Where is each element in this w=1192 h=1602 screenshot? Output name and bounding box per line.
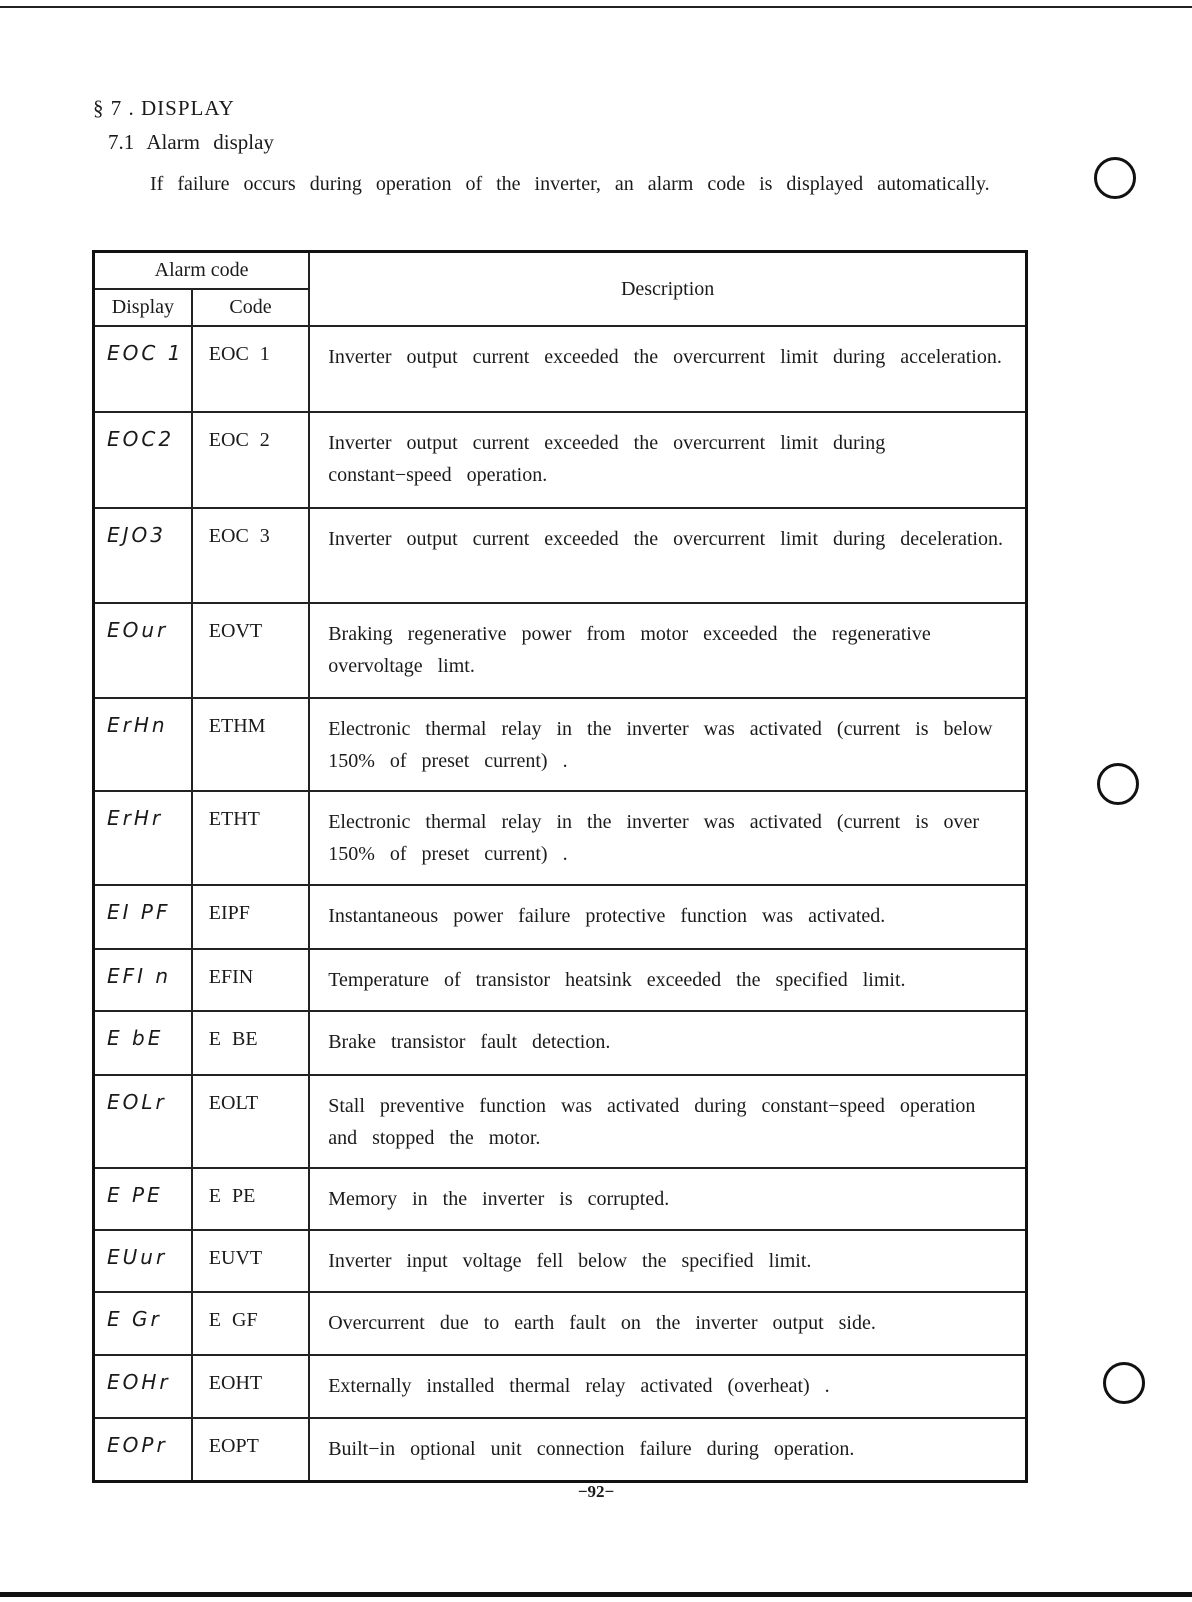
table-row	[94, 1230, 1027, 1292]
alarm-code-cell: EOC 2	[192, 412, 309, 508]
alarm-description-cell: Memory in the inverter is corrupted.	[309, 1168, 1026, 1230]
alarm-description-cell: Stall preventive function was activated during constant−speed operation and stopped the motor.	[309, 1075, 1026, 1168]
alarm-table	[92, 250, 1028, 1483]
table-row	[94, 949, 1027, 1011]
header-code: Code	[192, 289, 309, 326]
alarm-description-cell: Externally installed thermal relay activated (overheat) .	[309, 1355, 1026, 1418]
alarm-code-cell: E BE	[192, 1011, 309, 1075]
alarm-code-cell: EOVT	[192, 603, 309, 698]
alarm-display-cell: EOC 1	[94, 326, 192, 412]
alarm-display-cell: EOHr	[94, 1355, 192, 1418]
page-number: −92−	[577, 1482, 615, 1501]
alarm-description-cell: Brake transistor fault detection.	[309, 1011, 1026, 1075]
alarm-description-cell: Built−in optional unit connection failure during operation.	[309, 1418, 1026, 1481]
alarm-code-cell: EFIN	[192, 949, 309, 1011]
header-display: Display	[94, 289, 192, 326]
alarm-description-cell: Instantaneous power failure protective function was activated.	[309, 885, 1026, 949]
alarm-display-cell: EOur	[94, 603, 192, 698]
alarm-display-cell: ErHn	[94, 698, 192, 791]
alarm-description-cell: Inverter output current exceeded the overcurrent limit during acceleration.	[309, 326, 1026, 412]
alarm-code-cell: EUVT	[192, 1230, 309, 1292]
table-row	[94, 1355, 1027, 1418]
alarm-display-cell: EFI n	[94, 949, 192, 1011]
alarm-code-cell: E GF	[192, 1292, 309, 1355]
alarm-code-cell: EOLT	[192, 1075, 309, 1168]
alarm-code-cell: EOC 3	[192, 508, 309, 603]
alarm-description-cell: Inverter input voltage fell below the specified limit.	[309, 1230, 1026, 1292]
punch-hole-icon	[1094, 157, 1136, 199]
header-alarm-code: Alarm code	[94, 252, 310, 290]
alarm-display-cell: EUur	[94, 1230, 192, 1292]
header-description: Description	[309, 252, 1026, 327]
alarm-display-cell: EOC2	[94, 412, 192, 508]
subsection-title: 7.1 Alarm display	[108, 130, 274, 154]
alarm-description-cell: Overcurrent due to earth fault on the inverter output side.	[309, 1292, 1026, 1355]
table-row	[94, 1292, 1027, 1355]
alarm-code-cell: EIPF	[192, 885, 309, 949]
table-row	[94, 1168, 1027, 1230]
bottom-rule	[0, 1592, 1192, 1597]
alarm-code-cell: ETHM	[192, 698, 309, 791]
table-row	[94, 326, 1027, 412]
table-row	[94, 412, 1027, 508]
alarm-code-cell: EOPT	[192, 1418, 309, 1481]
alarm-code-cell: EOC 1	[192, 326, 309, 412]
table-row	[94, 885, 1027, 949]
table-row	[94, 603, 1027, 698]
alarm-code-cell: E PE	[192, 1168, 309, 1230]
alarm-code-cell: ETHT	[192, 791, 309, 885]
intro-paragraph: If failure occurs during operation of the inverter, an alarm code is displayed automatically.	[150, 173, 990, 195]
alarm-display-cell: E Gr	[94, 1292, 192, 1355]
section-title: § 7 . DISPLAY	[93, 96, 235, 120]
alarm-description-cell: Inverter output current exceeded the overcurrent limit during constant−speed operation.	[309, 412, 1026, 508]
alarm-description-cell: Inverter output current exceeded the overcurrent limit during deceleration.	[309, 508, 1026, 603]
alarm-display-cell: E bE	[94, 1011, 192, 1075]
alarm-display-cell: EOLr	[94, 1075, 192, 1168]
punch-hole-icon	[1097, 763, 1139, 805]
table-row	[94, 791, 1027, 885]
alarm-description-cell: Electronic thermal relay in the inverter was activated (current is below 150% of preset current) .	[309, 698, 1026, 791]
alarm-display-cell: EJO3	[94, 508, 192, 603]
alarm-description-cell: Temperature of transistor heatsink exceeded the specified limit.	[309, 949, 1026, 1011]
table-row	[94, 698, 1027, 791]
alarm-description-cell: Electronic thermal relay in the inverter was activated (current is over 150% of preset current) .	[309, 791, 1026, 885]
table-row	[94, 508, 1027, 603]
alarm-display-cell: E PE	[94, 1168, 192, 1230]
top-rule	[0, 6, 1192, 8]
alarm-description-cell: Braking regenerative power from motor exceeded the regenerative overvoltage limt.	[309, 603, 1026, 698]
alarm-display-cell: ErHr	[94, 791, 192, 885]
table-row	[94, 1418, 1027, 1481]
table-row	[94, 1075, 1027, 1168]
alarm-code-cell: EOHT	[192, 1355, 309, 1418]
table-row	[94, 1011, 1027, 1075]
alarm-display-cell: EOPr	[94, 1418, 192, 1481]
punch-hole-icon	[1103, 1362, 1145, 1404]
alarm-display-cell: EI PF	[94, 885, 192, 949]
